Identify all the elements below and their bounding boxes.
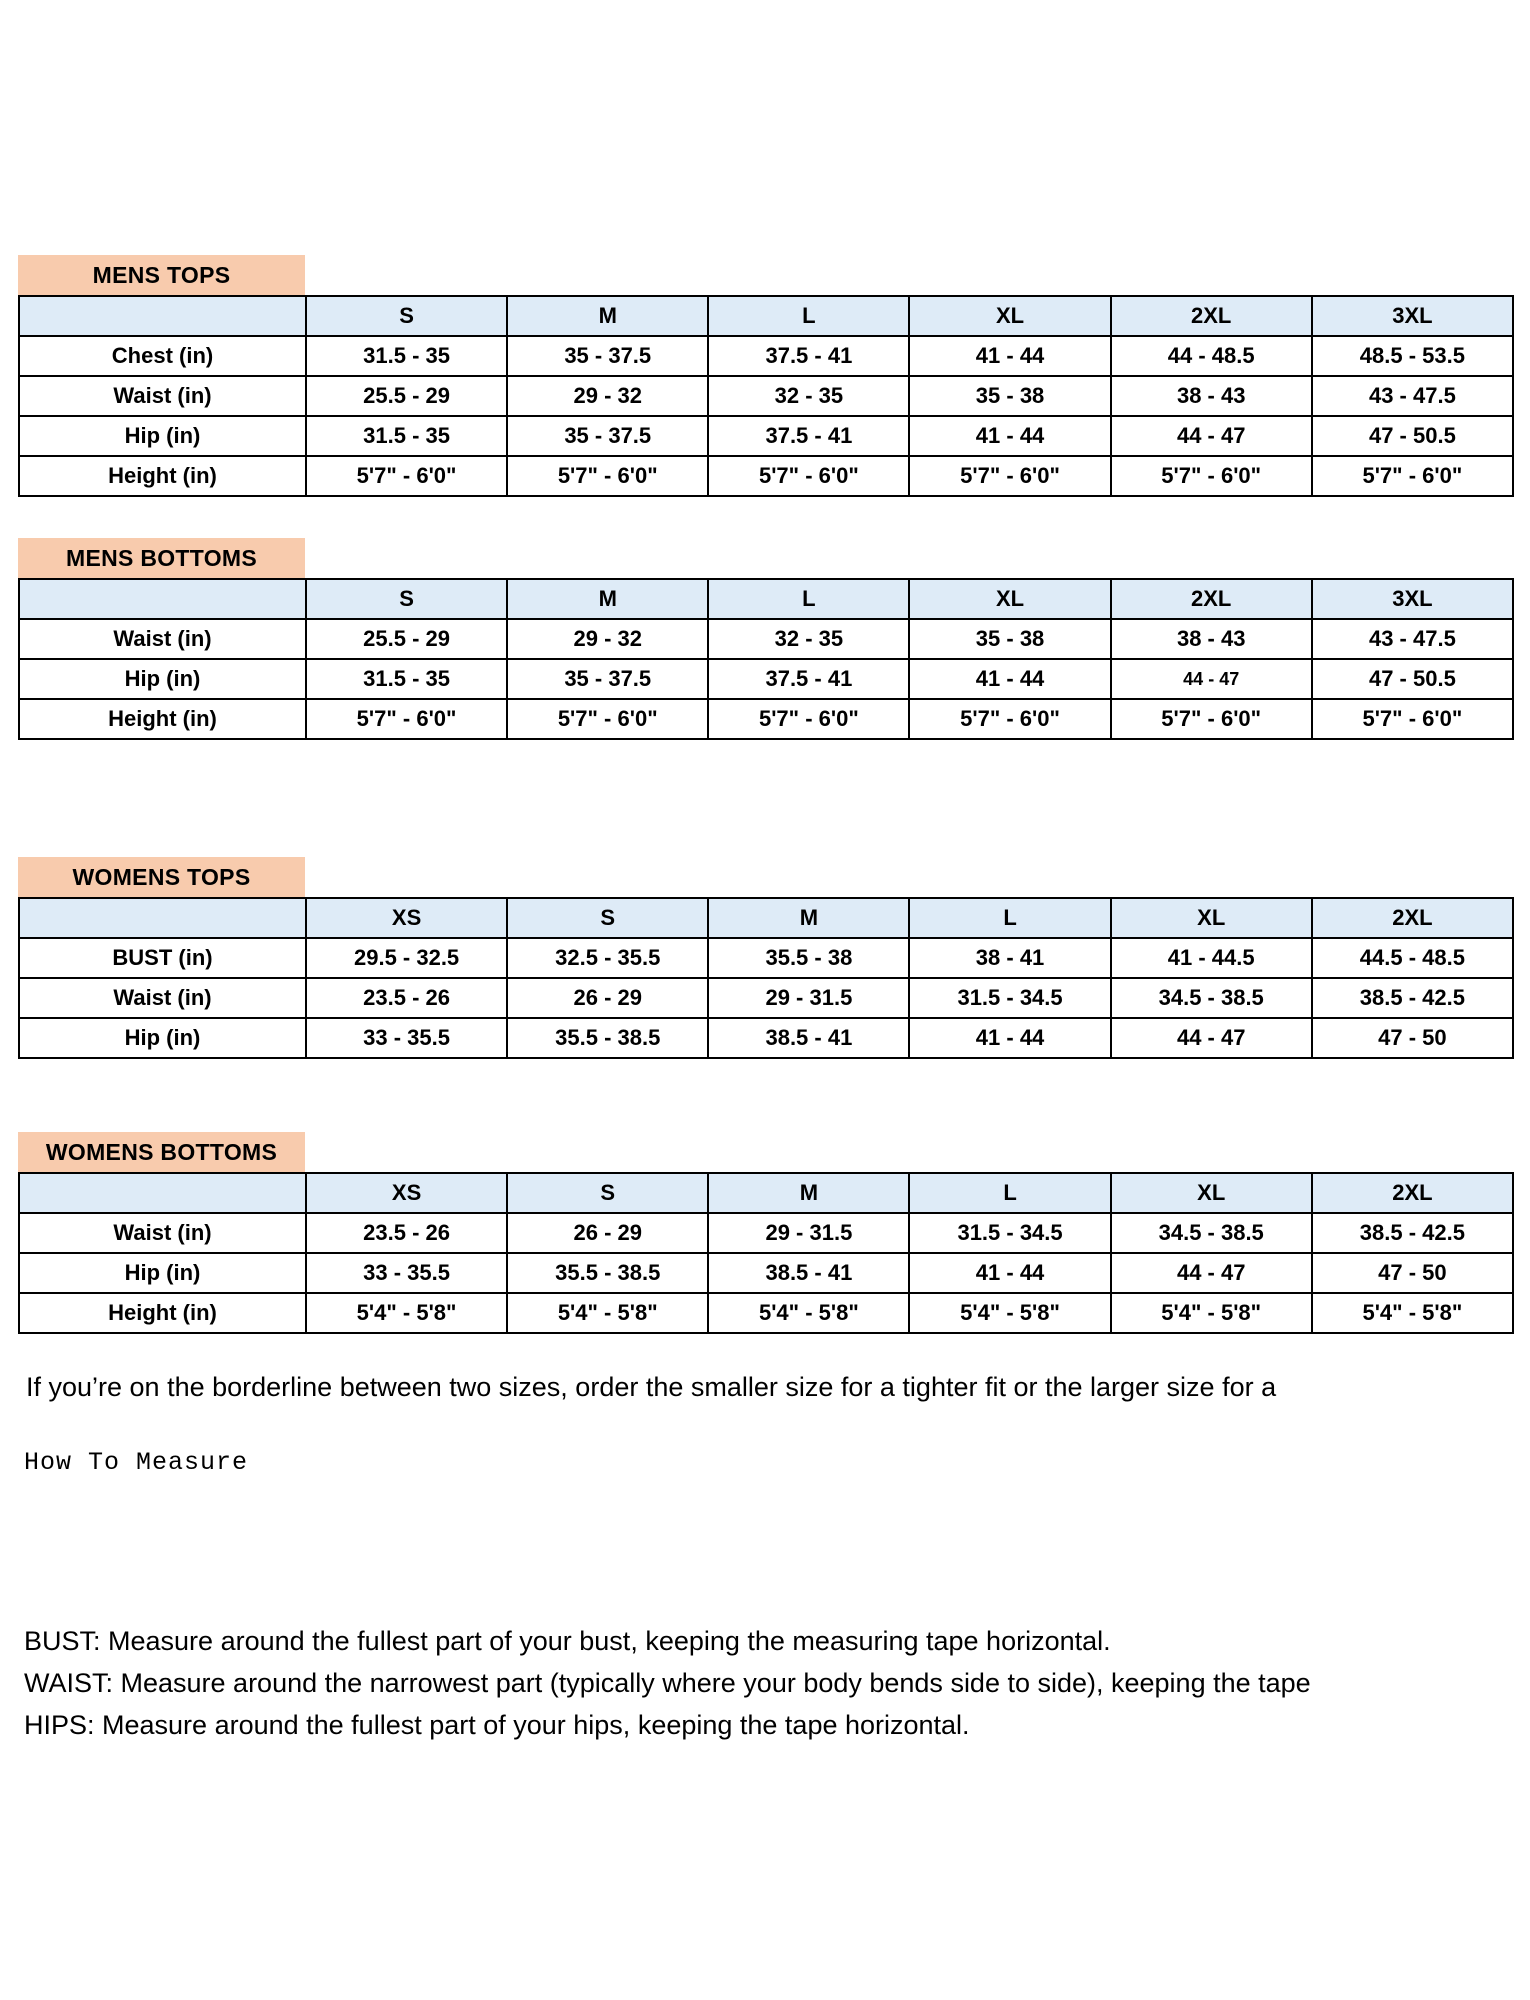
size-value-cell: 41 - 44	[909, 659, 1110, 699]
row-label: Hip (in)	[19, 1253, 306, 1293]
row-label: Waist (in)	[19, 978, 306, 1018]
size-value-cell: 31.5 - 35	[306, 416, 507, 456]
row-label: Hip (in)	[19, 659, 306, 699]
size-value-cell: 34.5 - 38.5	[1111, 1213, 1312, 1253]
size-column-header: M	[708, 1173, 909, 1213]
size-value-cell: 5'7" - 6'0"	[507, 456, 708, 496]
size-value-cell: 31.5 - 34.5	[909, 978, 1110, 1018]
size-value-cell: 5'7" - 6'0"	[306, 456, 507, 496]
row-label: Waist (in)	[19, 376, 306, 416]
size-value-cell: 29 - 32	[507, 619, 708, 659]
size-value-cell: 35.5 - 38	[708, 938, 909, 978]
size-value-cell: 38 - 41	[909, 938, 1110, 978]
size-column-header: XL	[1111, 898, 1312, 938]
size-value-cell: 38.5 - 41	[708, 1253, 909, 1293]
size-value-cell: 5'4" - 5'8"	[507, 1293, 708, 1333]
size-value-cell: 48.5 - 53.5	[1312, 336, 1513, 376]
size-value-cell: 41 - 44.5	[1111, 938, 1312, 978]
row-label: BUST (in)	[19, 938, 306, 978]
size-value-cell: 5'4" - 5'8"	[1111, 1293, 1312, 1333]
size-value-cell: 41 - 44	[909, 1253, 1110, 1293]
size-column-header: XL	[909, 296, 1110, 336]
size-value-cell: 31.5 - 35	[306, 336, 507, 376]
size-value-cell: 44.5 - 48.5	[1312, 938, 1513, 978]
size-table-mens-tops	[18, 295, 1514, 497]
measure-instruction-line: HIPS: Measure around the fullest part of your hips, keeping the tape horizontal.	[24, 1710, 970, 1740]
size-value-cell: 5'7" - 6'0"	[1312, 456, 1513, 496]
measure-instruction-line: WAIST: Measure around the narrowest part (typically where your body bends side to side), keeping the tape	[24, 1668, 1311, 1698]
size-column-header: S	[306, 579, 507, 619]
size-value-cell: 35 - 37.5	[507, 659, 708, 699]
size-column-header: M	[708, 898, 909, 938]
size-column-header: M	[507, 579, 708, 619]
size-value-cell: 5'7" - 6'0"	[909, 699, 1110, 739]
size-header-row	[19, 898, 1513, 938]
size-column-header: XL	[909, 579, 1110, 619]
size-value-cell: 29 - 31.5	[708, 1213, 909, 1253]
size-value-cell: 5'4" - 5'8"	[306, 1293, 507, 1333]
size-value-cell: 32.5 - 35.5	[507, 938, 708, 978]
size-value-cell: 35 - 38	[909, 619, 1110, 659]
measurement-row-hip-in-	[19, 1018, 1513, 1058]
row-label: Chest (in)	[19, 336, 306, 376]
size-table-section-womens-tops	[18, 857, 1514, 1059]
row-label: Hip (in)	[19, 1018, 306, 1058]
size-value-cell: 38 - 43	[1111, 376, 1312, 416]
size-value-cell: 44 - 47	[1111, 1253, 1312, 1293]
size-column-header: 2XL	[1312, 1173, 1513, 1213]
size-column-header: 2XL	[1312, 898, 1513, 938]
size-value-cell: 37.5 - 41	[708, 336, 909, 376]
size-value-cell: 26 - 29	[507, 978, 708, 1018]
measurement-row-waist-in-	[19, 1213, 1513, 1253]
size-column-header: L	[909, 898, 1110, 938]
size-value-cell: 29 - 31.5	[708, 978, 909, 1018]
size-value-cell: 23.5 - 26	[306, 978, 507, 1018]
size-table-womens-tops	[18, 897, 1514, 1059]
measurement-row-chest-in-	[19, 336, 1513, 376]
measurement-row-height-in-	[19, 699, 1513, 739]
size-value-cell: 5'7" - 6'0"	[1312, 699, 1513, 739]
measurement-row-height-in-	[19, 1293, 1513, 1333]
size-value-cell: 23.5 - 26	[306, 1213, 507, 1253]
measurement-row-height-in-	[19, 456, 1513, 496]
size-value-cell: 5'7" - 6'0"	[1111, 456, 1312, 496]
size-column-header: 2XL	[1111, 296, 1312, 336]
size-column-header: XS	[306, 898, 507, 938]
table-title-womens-bottoms: WOMENS BOTTOMS	[18, 1132, 305, 1172]
size-value-cell: 44 - 48.5	[1111, 336, 1312, 376]
size-value-cell: 44 - 47	[1111, 659, 1312, 699]
row-label: Waist (in)	[19, 619, 306, 659]
size-value-cell: 26 - 29	[507, 1213, 708, 1253]
measurement-row-waist-in-	[19, 978, 1513, 1018]
size-value-cell: 5'4" - 5'8"	[909, 1293, 1110, 1333]
size-value-cell: 37.5 - 41	[708, 659, 909, 699]
corner-cell	[19, 579, 306, 619]
size-value-cell: 35 - 38	[909, 376, 1110, 416]
size-value-cell: 5'7" - 6'0"	[306, 699, 507, 739]
size-value-cell: 44 - 47	[1111, 1018, 1312, 1058]
size-value-cell: 31.5 - 34.5	[909, 1213, 1110, 1253]
size-value-cell: 43 - 47.5	[1312, 376, 1513, 416]
measurement-row-hip-in-	[19, 1253, 1513, 1293]
size-value-cell: 35.5 - 38.5	[507, 1253, 708, 1293]
size-column-header: XL	[1111, 1173, 1312, 1213]
size-column-header: S	[306, 296, 507, 336]
corner-cell	[19, 296, 306, 336]
size-value-cell: 35 - 37.5	[507, 336, 708, 376]
size-value-cell: 25.5 - 29	[306, 376, 507, 416]
size-value-cell: 5'7" - 6'0"	[909, 456, 1110, 496]
size-value-cell: 43 - 47.5	[1312, 619, 1513, 659]
size-value-cell: 5'4" - 5'8"	[708, 1293, 909, 1333]
size-value-cell: 5'7" - 6'0"	[708, 456, 909, 496]
size-value-cell: 47 - 50.5	[1312, 659, 1513, 699]
size-column-header: L	[708, 296, 909, 336]
size-value-cell: 25.5 - 29	[306, 619, 507, 659]
size-table-mens-bottoms	[18, 578, 1514, 740]
measurement-row-hip-in-	[19, 659, 1513, 699]
size-value-cell: 5'7" - 6'0"	[1111, 699, 1312, 739]
size-table-womens-bottoms	[18, 1172, 1514, 1334]
corner-cell	[19, 898, 306, 938]
measurement-row-waist-in-	[19, 619, 1513, 659]
size-value-cell: 38.5 - 41	[708, 1018, 909, 1058]
size-value-cell: 41 - 44	[909, 416, 1110, 456]
size-column-header: M	[507, 296, 708, 336]
measure-instruction-line: BUST: Measure around the fullest part of your bust, keeping the measuring tape horizontal.	[24, 1626, 1111, 1656]
size-value-cell: 29 - 32	[507, 376, 708, 416]
size-value-cell: 5'7" - 6'0"	[507, 699, 708, 739]
measurement-row-bust-in-	[19, 938, 1513, 978]
size-column-header: L	[708, 579, 909, 619]
size-table-section-mens-tops	[18, 255, 1514, 497]
table-title-mens-bottoms: MENS BOTTOMS	[18, 538, 305, 578]
corner-cell	[19, 1173, 306, 1213]
size-value-cell: 32 - 35	[708, 619, 909, 659]
size-column-header: XS	[306, 1173, 507, 1213]
row-label: Waist (in)	[19, 1213, 306, 1253]
fit-note-text: If you’re on the borderline between two sizes, order the smaller size for a tighter fit or the larger size for a	[26, 1372, 1277, 1402]
size-table-section-womens-bottoms	[18, 1132, 1514, 1334]
size-value-cell: 38.5 - 42.5	[1312, 978, 1513, 1018]
table-title-mens-tops: MENS TOPS	[18, 255, 305, 295]
size-header-row	[19, 579, 1513, 619]
row-label: Height (in)	[19, 699, 306, 739]
size-value-cell: 38.5 - 42.5	[1312, 1213, 1513, 1253]
size-table-section-mens-bottoms	[18, 538, 1514, 740]
measure-instructions	[24, 1620, 1311, 1746]
measurement-row-waist-in-	[19, 376, 1513, 416]
size-value-cell: 5'4" - 5'8"	[1312, 1293, 1513, 1333]
size-value-cell: 44 - 47	[1111, 416, 1312, 456]
table-title-womens-tops: WOMENS TOPS	[18, 857, 305, 897]
size-value-cell: 34.5 - 38.5	[1111, 978, 1312, 1018]
size-column-header: 2XL	[1111, 579, 1312, 619]
size-column-header: 3XL	[1312, 579, 1513, 619]
size-value-cell: 32 - 35	[708, 376, 909, 416]
size-column-header: L	[909, 1173, 1110, 1213]
measurement-row-hip-in-	[19, 416, 1513, 456]
size-value-cell: 33 - 35.5	[306, 1018, 507, 1058]
size-value-cell: 47 - 50.5	[1312, 416, 1513, 456]
size-value-cell: 29.5 - 32.5	[306, 938, 507, 978]
size-value-cell: 35 - 37.5	[507, 416, 708, 456]
row-label: Height (in)	[19, 456, 306, 496]
size-value-cell: 38 - 43	[1111, 619, 1312, 659]
size-value-cell: 41 - 44	[909, 336, 1110, 376]
size-column-header: 3XL	[1312, 296, 1513, 336]
size-value-cell: 47 - 50	[1312, 1253, 1513, 1293]
row-label: Hip (in)	[19, 416, 306, 456]
size-column-header: S	[507, 898, 708, 938]
size-header-row	[19, 296, 1513, 336]
size-column-header: S	[507, 1173, 708, 1213]
size-value-cell: 47 - 50	[1312, 1018, 1513, 1058]
size-value-cell: 41 - 44	[909, 1018, 1110, 1058]
row-label: Height (in)	[19, 1293, 306, 1333]
size-header-row	[19, 1173, 1513, 1213]
size-value-cell: 35.5 - 38.5	[507, 1018, 708, 1058]
size-value-cell: 31.5 - 35	[306, 659, 507, 699]
size-value-cell: 37.5 - 41	[708, 416, 909, 456]
size-value-cell: 33 - 35.5	[306, 1253, 507, 1293]
size-value-cell: 5'7" - 6'0"	[708, 699, 909, 739]
how-to-measure-heading: How To Measure	[24, 1448, 249, 1477]
